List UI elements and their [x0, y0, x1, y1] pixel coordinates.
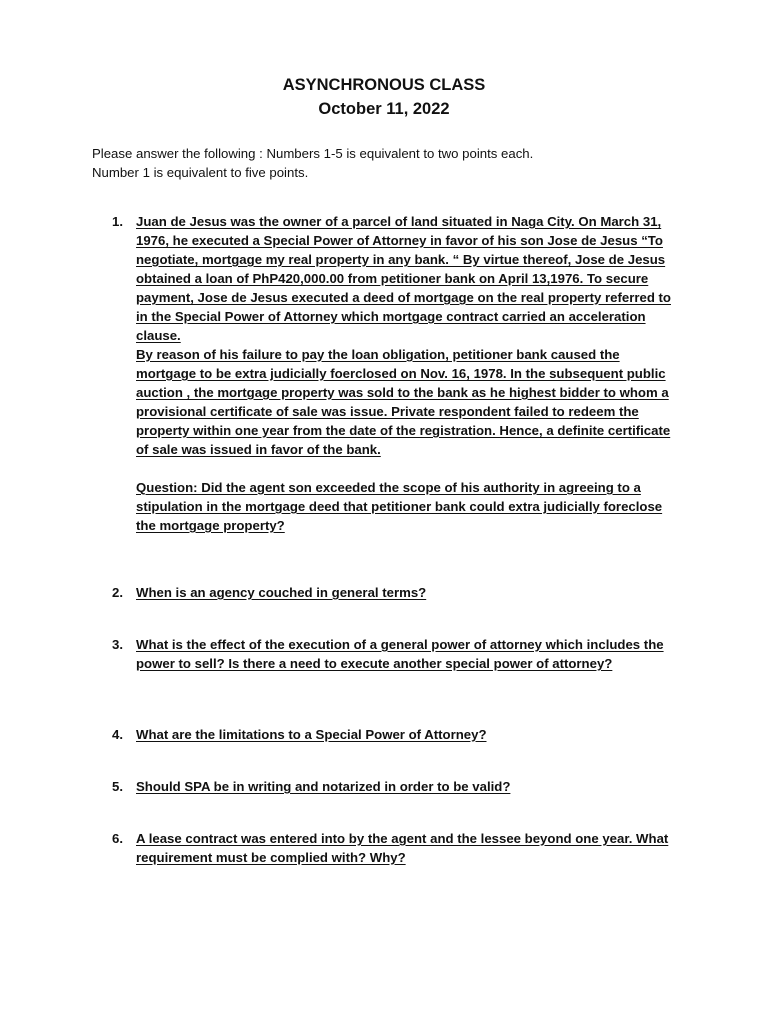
- question-number: 4.: [112, 727, 123, 742]
- question-item: [112, 777, 672, 796]
- question-paragraph: When is an agency couched in general terms?: [136, 585, 427, 600]
- question-text: [136, 829, 672, 867]
- question-text: [136, 583, 672, 602]
- question-number: 2.: [112, 585, 123, 600]
- instructions: [92, 145, 712, 182]
- instruction-line: Number 1 is equivalent to five points.: [92, 164, 309, 180]
- question-text: [136, 725, 672, 744]
- question-item: [112, 583, 672, 602]
- question-paragraph: A lease contract was entered into by the agent and the lessee beyond one year. What requirement must be complied with? Why?: [136, 831, 669, 865]
- question-text: [136, 212, 672, 535]
- question-number: 1.: [112, 214, 123, 229]
- question-item: [112, 725, 672, 744]
- question-text: [136, 777, 672, 796]
- question-text: [136, 635, 672, 673]
- question-item: [112, 212, 672, 535]
- question-paragraph: By reason of his failure to pay the loan obligation, petitioner bank caused the mortgage to be extra judicially foerclosed on Nov. 16, 1978. In the subsequent public auction , the mortgage property was sold to the bank as he highest bidder to whom a provisional certificate of sale was issue. Private respondent failed to redeem the property within one year from the date of the registration. Hence, a definite certificate of sale was issued in favor of the bank.: [136, 347, 671, 457]
- question-number: 3.: [112, 637, 123, 652]
- question-paragraph: Should SPA be in writing and notarized in order to be valid?: [136, 779, 511, 794]
- question-item: [112, 635, 672, 673]
- question-paragraph: What are the limitations to a Special Power of Attorney?: [136, 727, 487, 742]
- question-paragraph: Question: Did the agent son exceeded the scope of his authority in agreeing to a stipulation in the mortgage deed that petitioner bank could extra judicially foreclose the mortgage property?: [136, 480, 663, 533]
- document-date: October 11, 2022: [318, 100, 450, 118]
- question-paragraph: What is the effect of the execution of a general power of attorney which includes the power to sell? Is there a need to execute another special power of attorney?: [136, 637, 664, 671]
- question-paragraph: Juan de Jesus was the owner of a parcel of land situated in Naga City. On March 31, 1976, he executed a Special Power of Attorney in favor of his son Jose de Jesus “To negotiate, mortgage my real property in any bank. “ By virtue thereof, Jose de Jesus obtained a loan of PhP420,000.00 from petitioner bank on April 13,1976. To secure payment, Jose de Jesus executed a deed of mortgage on the real property referred to in the Special Power of Attorney which mortgage contract carried an acceleration clause.: [136, 214, 671, 343]
- question-item: [112, 829, 672, 867]
- document-title: ASYNCHRONOUS CLASS: [282, 76, 486, 94]
- instruction-line: Please answer the following : Numbers 1-5 is equivalent to two points each.: [92, 146, 534, 161]
- question-number: 5.: [112, 779, 123, 794]
- question-number: 6.: [112, 831, 123, 846]
